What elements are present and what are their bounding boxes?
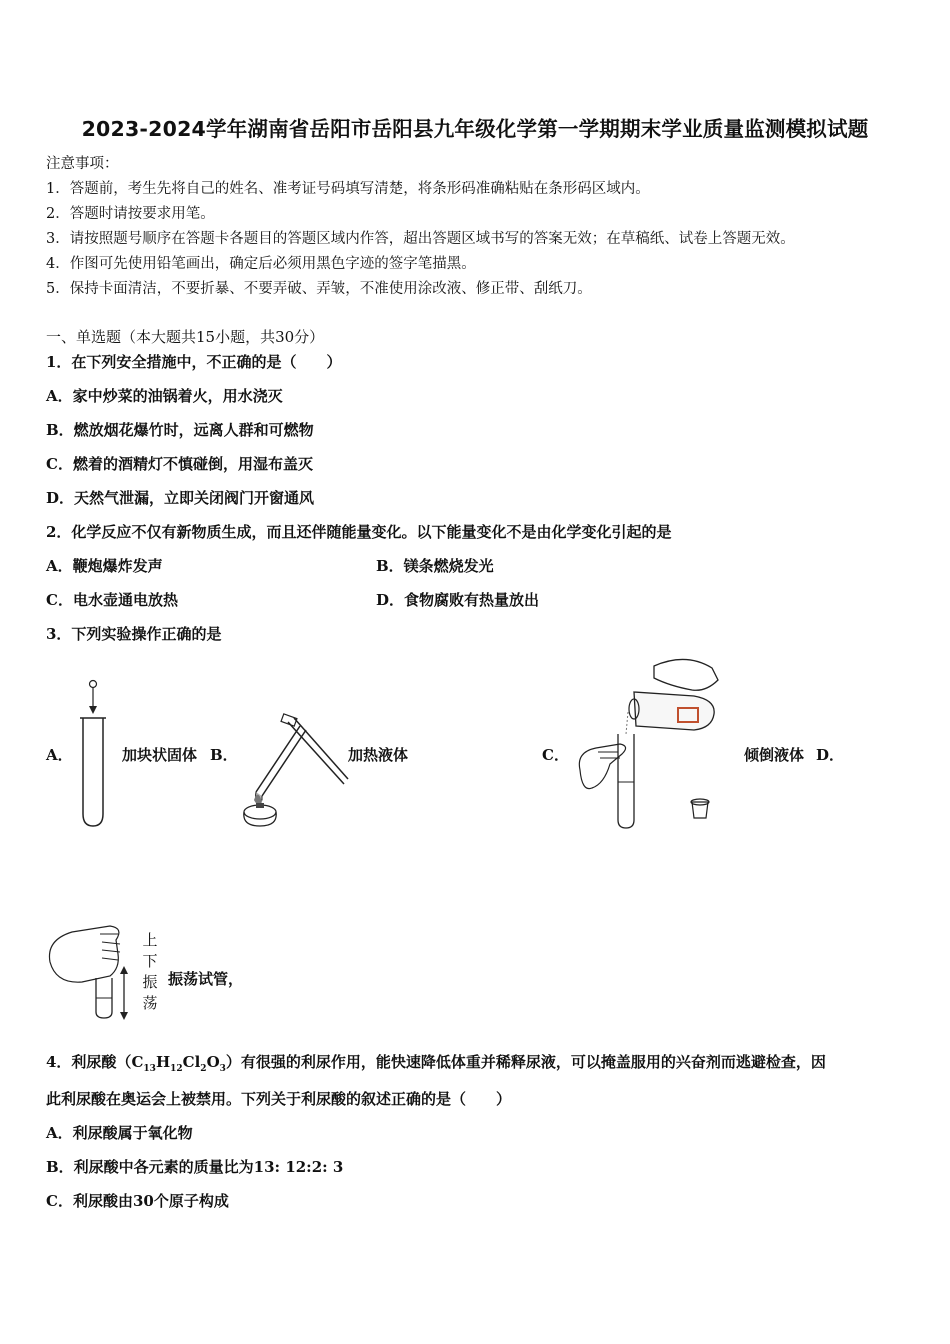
shake-label-char: 振 [142, 973, 158, 991]
shake-label-char: 上 [142, 931, 158, 949]
chemical-formula: $C_{13}H_{12}Cl_2O_3$ [131, 1053, 226, 1074]
q2-option-b: B．镁条燃烧发光 [376, 557, 494, 575]
q3-option-a-label: 加块状固体 [122, 746, 198, 764]
shake-label-char: 荡 [142, 994, 158, 1012]
shake-label-char: 下 [142, 952, 158, 970]
q2-option-d: D．食物腐败有热量放出 [376, 591, 540, 609]
q2-option-a: A．鞭炮爆炸发声 [46, 557, 163, 575]
notice-item: 1．答题前，考生先将自己的姓名、准考证号码填写清楚，将条形码准确粘贴在条形码区域内。 [46, 181, 650, 197]
question-4-stem [46, 1051, 826, 1074]
q3-option-d-letter: D． [816, 746, 845, 764]
q4-option-b: B．利尿酸中各元素的质量比为13: 12:2: 3 [46, 1158, 344, 1176]
shaking-test-tube-figure [44, 920, 136, 1020]
question-2-stem: 2．化学反应不仅有新物质生成，而且还伴随能量变化。以下能量变化不是由化学变化引起的是 [46, 523, 672, 541]
notice-item: 2．答题时请按要求用笔。 [46, 206, 215, 222]
q3-option-c-letter: C． [542, 746, 569, 764]
q1-option-d: D．天然气泄漏，立即关闭阀门开窗通风 [46, 489, 315, 507]
q4-option-c: C．利尿酸由30个原子构成 [46, 1192, 229, 1210]
q4-stem-suffix: ）有很强的利尿作用，能快速降低体重并稀释尿液，可以掩盖服用的兴奋剂而逃避检查，因 [225, 1053, 826, 1071]
q1-option-c: C．燃着的酒精灯不慎碰倒，用湿布盖灭 [46, 455, 313, 473]
notice-item: 5．保持卡面清洁，不要折暴、不要弄破、弄皱，不准使用涂改液、修正带、刮纸刀。 [46, 281, 592, 297]
section-heading: 一、单选题（本大题共15小题，共30分） [46, 328, 325, 346]
q2-option-c: C．电水壶通电放热 [46, 591, 178, 609]
notice-item: 4．作图可先使用铅笔画出，确定后必须用黑色字迹的签字笔描黑。 [46, 256, 476, 272]
q3-option-b-label: 加热液体 [348, 746, 409, 764]
shake-direction-label [140, 930, 160, 1014]
q3-option-a-letter: A． [46, 746, 73, 764]
page-title: 2023-2024学年湖南省岳阳市岳阳县九年级化学第一学期期末学业质量监测模拟试题 [81, 117, 869, 141]
question-1-stem: 1．在下列安全措施中，不正确的是（ ） [46, 353, 342, 371]
notice-item: 3．请按照题号顺序在答题卡各题目的答题区域内作答，超出答题区域书写的答案无效；在草稿纸、试卷上答题无效。 [46, 231, 795, 247]
q4-option-a: A．利尿酸属于氧化物 [46, 1124, 193, 1142]
q1-option-b: B．燃放烟花爆竹时，远离人群和可燃物 [46, 421, 314, 439]
q1-option-a: A．家中炒菜的油锅着火，用水浇灭 [46, 387, 283, 405]
question-3-stem: 3．下列实验操作正确的是 [46, 625, 222, 643]
test-tube-solid-figure [74, 676, 114, 828]
q3-option-b-letter: B． [210, 746, 238, 764]
pouring-liquid-figure [574, 652, 724, 830]
heating-liquid-figure [236, 712, 351, 830]
q3-option-c-label: 倾倒液体 [744, 746, 805, 764]
question-4-stem-line2: 此利尿酸在奥运会上被禁用。下列关于利尿酸的叙述正确的是（ ） [46, 1090, 512, 1108]
q3-option-d-label: 振荡试管， [168, 970, 244, 988]
q4-stem-prefix: 4．利尿酸（ [46, 1053, 132, 1071]
notice-heading: 注意事项： [46, 156, 119, 172]
